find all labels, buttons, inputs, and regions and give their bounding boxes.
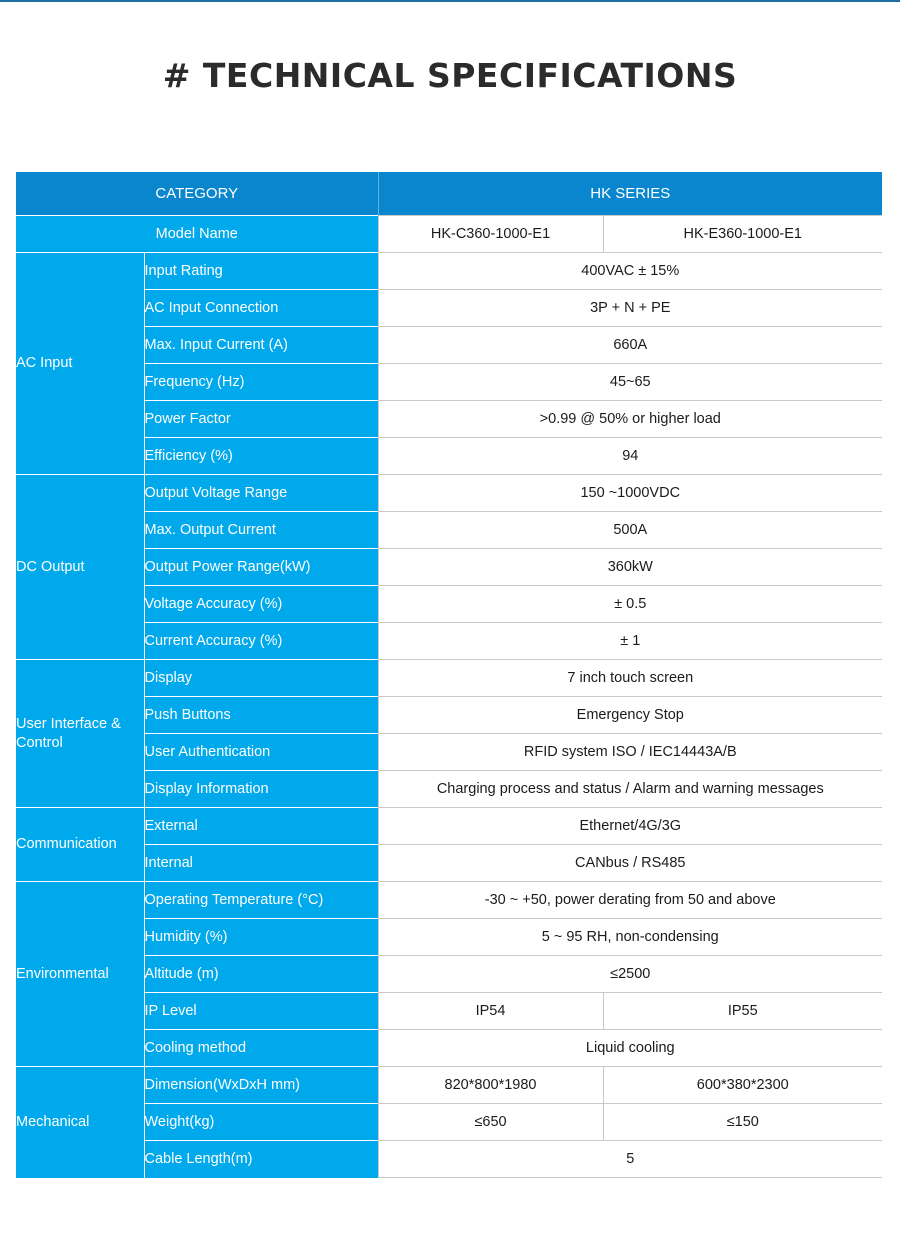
spec-label: Output Voltage Range	[144, 475, 378, 512]
table-row	[16, 956, 882, 993]
spec-value: ≤150	[603, 1104, 882, 1141]
spec-value: 360kW	[378, 549, 882, 586]
spec-label: Frequency (Hz)	[144, 364, 378, 401]
table-row	[16, 549, 882, 586]
spec-value: RFID system ISO / IEC14443A/B	[378, 734, 882, 771]
spec-label: Weight(kg)	[144, 1104, 378, 1141]
table-row	[16, 1141, 882, 1178]
category-cell: User Interface & Control	[16, 660, 144, 808]
spec-value: 45~65	[378, 364, 882, 401]
spec-value: 3P + N + PE	[378, 290, 882, 327]
category-cell: DC Output	[16, 475, 144, 660]
spec-label: Dimension(WxDxH mm)	[144, 1067, 378, 1104]
spec-value: Liquid cooling	[378, 1030, 882, 1067]
top-accent-line	[0, 0, 900, 2]
spec-value: Charging process and status / Alarm and warning messages	[378, 771, 882, 808]
spec-value: >0.99 @ 50% or higher load	[378, 401, 882, 438]
spec-table	[16, 172, 882, 1178]
spec-label: Display Information	[144, 771, 378, 808]
spec-value: 150 ~1000VDC	[378, 475, 882, 512]
spec-value: CANbus / RS485	[378, 845, 882, 882]
spec-value: 500A	[378, 512, 882, 549]
table-row	[16, 808, 882, 845]
spec-value: IP55	[603, 993, 882, 1030]
table-header-row	[16, 172, 882, 216]
spec-value: 5 ~ 95 RH, non-condensing	[378, 919, 882, 956]
spec-value: ± 0.5	[378, 586, 882, 623]
model-value-1: HK-C360-1000-E1	[378, 216, 603, 253]
table-row	[16, 1030, 882, 1067]
spec-label: Altitude (m)	[144, 956, 378, 993]
spec-value: 820*800*1980	[378, 1067, 603, 1104]
category-cell: Communication	[16, 808, 144, 882]
spec-label: User Authentication	[144, 734, 378, 771]
spec-value: ≤650	[378, 1104, 603, 1141]
table-row	[16, 512, 882, 549]
spec-label: Max. Input Current (A)	[144, 327, 378, 364]
table-row	[16, 290, 882, 327]
spec-label: AC Input Connection	[144, 290, 378, 327]
table-row	[16, 475, 882, 512]
spec-value: 600*380*2300	[603, 1067, 882, 1104]
table-row	[16, 660, 882, 697]
table-row	[16, 1067, 882, 1104]
table-row	[16, 401, 882, 438]
model-value-2: HK-E360-1000-E1	[603, 216, 882, 253]
spec-label: Efficiency (%)	[144, 438, 378, 475]
spec-value: 7 inch touch screen	[378, 660, 882, 697]
spec-label: Push Buttons	[144, 697, 378, 734]
spec-label: Internal	[144, 845, 378, 882]
spec-value: Emergency Stop	[378, 697, 882, 734]
table-row	[16, 327, 882, 364]
spec-value: IP54	[378, 993, 603, 1030]
table-row	[16, 845, 882, 882]
table-row	[16, 364, 882, 401]
spec-label: Display	[144, 660, 378, 697]
spec-label: Current Accuracy (%)	[144, 623, 378, 660]
spec-value: 660A	[378, 327, 882, 364]
spec-label: Input Rating	[144, 253, 378, 290]
spec-value: ± 1	[378, 623, 882, 660]
spec-label: Cable Length(m)	[144, 1141, 378, 1178]
category-header: CATEGORY	[16, 172, 378, 216]
spec-label: External	[144, 808, 378, 845]
table-row	[16, 586, 882, 623]
table-row	[16, 697, 882, 734]
spec-value: 94	[378, 438, 882, 475]
table-row	[16, 919, 882, 956]
spec-label: Cooling method	[144, 1030, 378, 1067]
spec-label: Humidity (%)	[144, 919, 378, 956]
table-row	[16, 993, 882, 1030]
spec-value: Ethernet/4G/3G	[378, 808, 882, 845]
table-row	[16, 438, 882, 475]
table-row	[16, 253, 882, 290]
spec-value: 5	[378, 1141, 882, 1178]
model-label: Model Name	[16, 216, 378, 253]
spec-value: ≤2500	[378, 956, 882, 993]
series-header: HK SERIES	[378, 172, 882, 216]
spec-value: -30 ~ +50, power derating from 50 and above	[378, 882, 882, 919]
category-cell: Mechanical	[16, 1067, 144, 1178]
spec-label: Max. Output Current	[144, 512, 378, 549]
model-row	[16, 216, 882, 253]
table-row	[16, 623, 882, 660]
spec-value: 400VAC ± 15%	[378, 253, 882, 290]
table-row	[16, 1104, 882, 1141]
category-cell: Environmental	[16, 882, 144, 1067]
spec-label: Output Power Range(kW)	[144, 549, 378, 586]
spec-label: IP Level	[144, 993, 378, 1030]
spec-label: Operating Temperature (°C)	[144, 882, 378, 919]
category-cell: AC Input	[16, 253, 144, 475]
page-title: # TECHNICAL SPECIFICATIONS	[162, 56, 738, 95]
table-row	[16, 734, 882, 771]
table-row	[16, 771, 882, 808]
spec-label: Power Factor	[144, 401, 378, 438]
spec-label: Voltage Accuracy (%)	[144, 586, 378, 623]
table-row	[16, 882, 882, 919]
